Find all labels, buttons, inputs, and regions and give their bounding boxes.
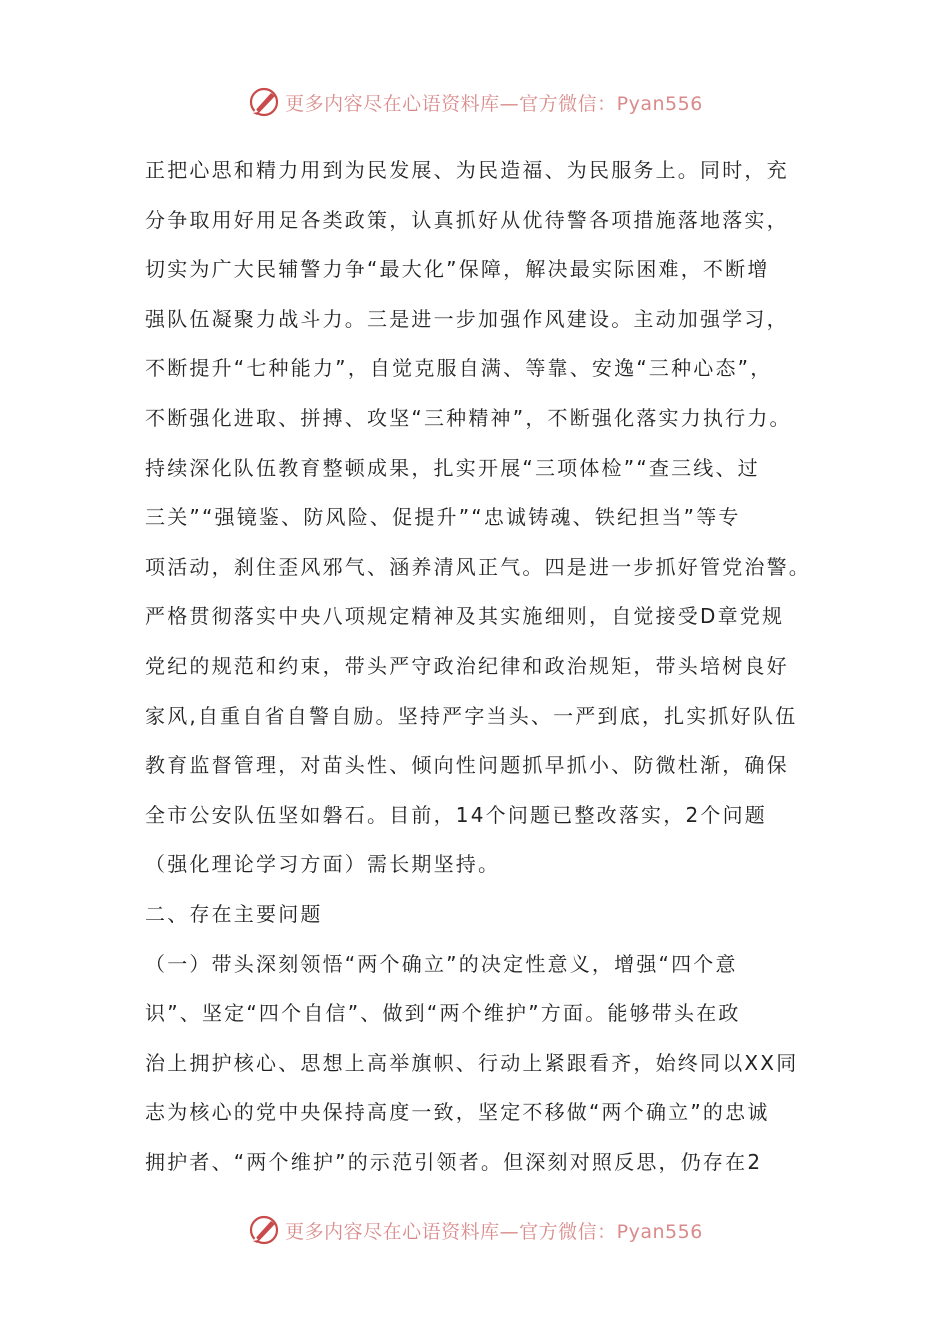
body-line: 治上拥护核心、思想上高举旗帜、行动上紧跟看齐，始终同以XX同 — [145, 1050, 799, 1075]
body-line: 识”、坚定“四个自信”、做到“两个维护”方面。能够带头在政 — [145, 1001, 741, 1026]
body-line: 家风,自重自省自警自励。坚持严字当头、一严到底，扎实抓好队伍 — [145, 703, 798, 728]
body-line: 拥护者、“两个维护”的示范引领者。但深刻对照反思，仍存在2 — [145, 1149, 763, 1174]
body-line: 正把心思和精力用到为民发展、为民造福、为民服务上。同时，充 — [145, 158, 789, 182]
header-watermark — [0, 82, 950, 122]
pen-logo-icon — [247, 85, 281, 119]
body-line: 三关”“强镜鉴、防风险、促提升”“忠诚铸魂、铁纪担当”等专 — [145, 505, 741, 530]
body-line: 持续深化队伍教育整顿成果，扎实开展“三项体检”“查三线、过 — [145, 455, 760, 480]
body-line: 项活动，刹住歪风邪气、涵养清风正气。四是进一步抓好管党治警。 — [145, 554, 811, 579]
body-line: 分争取用好用足各类政策，认真抓好从优待警各项措施落地落实， — [145, 207, 789, 232]
body-line: 严格贯彻落实中央八项规定精神及其实施细则，自觉接受D章党规 — [145, 604, 785, 629]
footer-watermark — [0, 1210, 950, 1250]
body-line: 不断提升“七种能力”，自觉克服自满、等靠、安逸“三种心态”， — [145, 356, 773, 381]
pen-logo-icon — [247, 1213, 281, 1247]
document-body — [145, 150, 825, 1191]
body-line: 全市公安队伍坚如磐石。目前，14个问题已整改落实，2个问题 — [145, 802, 767, 827]
header-watermark-text: 更多内容尽在心语资料库—官方微信：Pyan556 — [285, 92, 703, 115]
body-line: 不断强化进取、拼搏、攻坚“三种精神”，不断强化落实力执行力。 — [145, 405, 792, 430]
section-heading: 二、存在主要问题 — [145, 901, 323, 926]
body-line: （强化理论学习方面）需长期坚持。 — [145, 852, 501, 877]
body-line: 强队伍凝聚力战斗力。三是进一步加强作风建设。主动加强学习， — [145, 306, 789, 331]
body-line: 切实为广大民辅警力争“最大化”保障，解决最实际困难，不断增 — [145, 257, 770, 282]
body-line: 教育监督管理，对苗头性、倾向性问题抓早抓小、防微杜渐，确保 — [145, 753, 789, 778]
body-line: 党纪的规范和约束，带头严守政治纪律和政治规矩，带头培树良好 — [145, 653, 789, 678]
footer-watermark-text: 更多内容尽在心语资料库—官方微信：Pyan556 — [285, 1220, 703, 1243]
body-line: （一）带头深刻领悟“两个确立”的决定性意义，增强“四个意 — [145, 951, 738, 976]
body-line: 志为核心的党中央保持高度一致，坚定不移做“两个确立”的忠诚 — [145, 1100, 770, 1125]
